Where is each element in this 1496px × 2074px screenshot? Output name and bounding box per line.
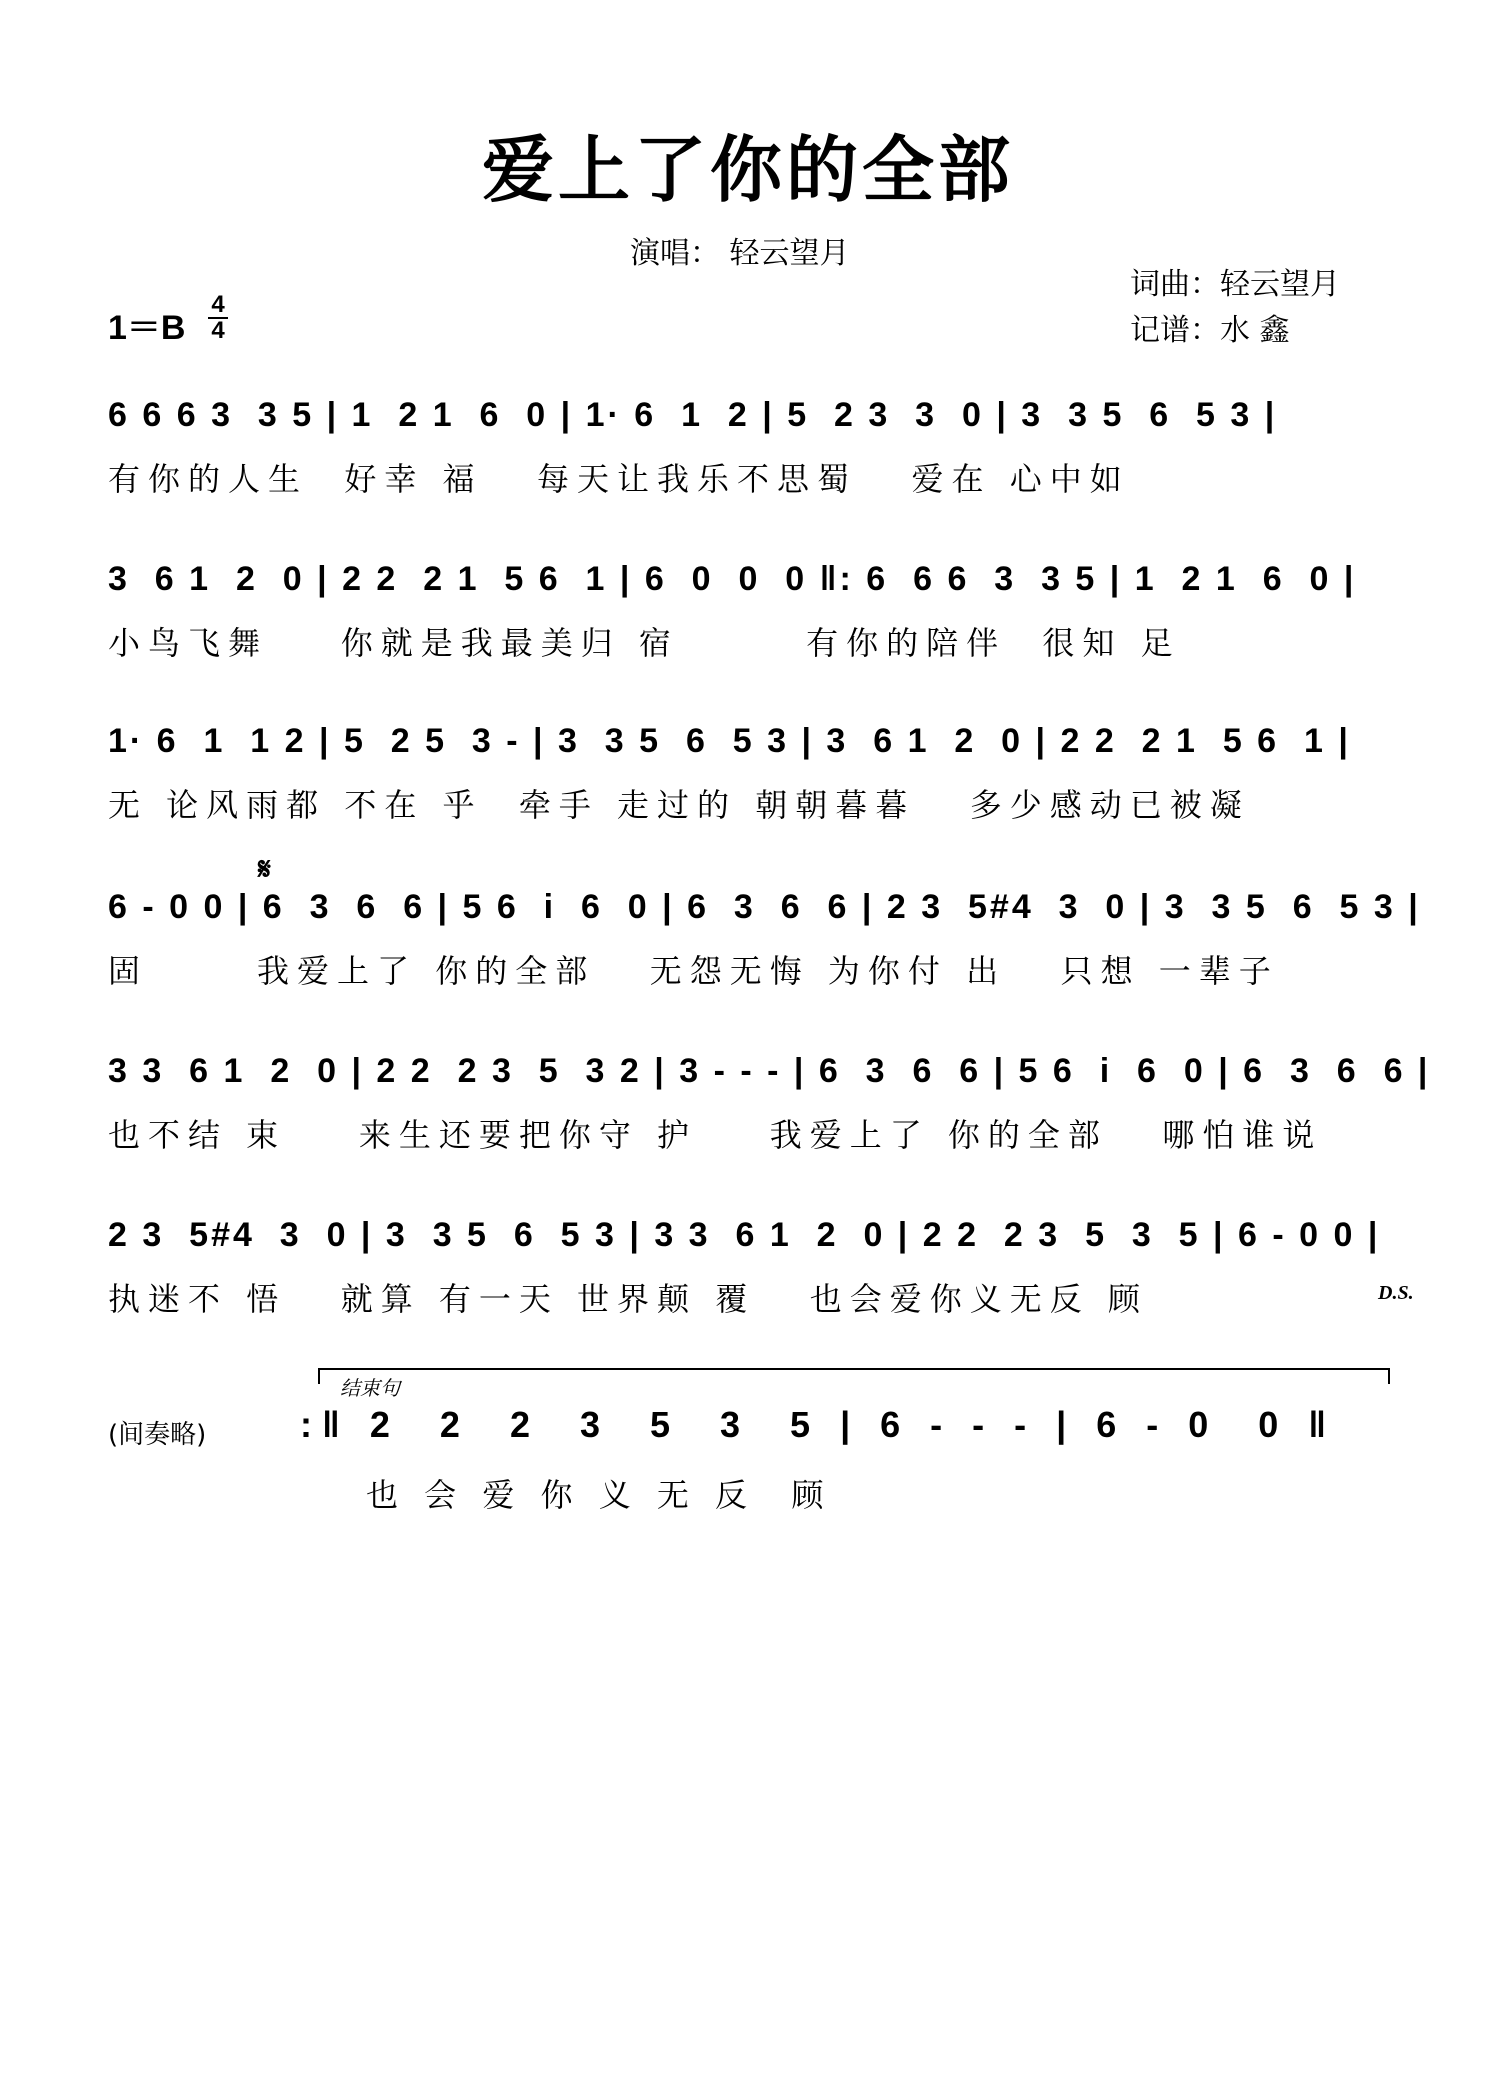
lyrics-line-5: 也不结 束 来生还要把你守 护 我爱上了 你的全部 哪怕谁说 [108, 1116, 1323, 1154]
time-signature-top: 4 [211, 291, 225, 318]
notation-line-4: 6 - 0 0 | 6 3 6 6 | 5 6 i 6 0 | 6 3 6 6 | 2 3 5#4 3 0 | 3 3 5 6 5 3 | [108, 888, 1421, 926]
lyrics-line-2: 小鸟飞舞 你就是我最美归 宿 有你的陪伴 很知 足 [108, 624, 1181, 662]
lyrics-line-6: 执迷不 悟 就算 有一天 世界颠 覆 也会爱你义无反 顾 [108, 1280, 1148, 1318]
interlude-note: (间奏略) [108, 1420, 207, 1450]
ending-label: 结束句 [340, 1376, 400, 1400]
segno-sign: 𝄋 [258, 852, 271, 887]
song-title: 爱上了你的全部 [481, 128, 1014, 212]
notation-line-1: 6 6 6 3 3 5 | 1 2 1 6 0 | 1· 6 1 2 | 5 2 3 3 0 | 3 3 5 6 5 3 | [108, 396, 1278, 434]
ending-notation: :‖ 2 2 2 3 5 3 5 | 6 - - - | 6 - 0 0 ‖ [300, 1404, 1337, 1445]
lyrics-line-4: 固 我爱上了 你的全部 无怨无悔 为你付 出 只想 一辈子 [108, 952, 1279, 990]
time-signature [208, 293, 228, 343]
time-signature-bottom: 4 [211, 317, 225, 344]
key-signature: 1＝B [108, 309, 186, 347]
dal-segno-mark: D.S. [1378, 1282, 1414, 1304]
notation-line-6: 2 3 5#4 3 0 | 3 3 5 6 5 3 | 3 3 6 1 2 0 | 2 2 2 3 5 3 5 | 6 - 0 0 | [108, 1216, 1381, 1254]
notation-line-5: 3 3 6 1 2 0 | 2 2 2 3 5 3 2 | 3 - - - | 6 3 6 6 | 5 6 i 6 0 | 6 3 6 6 | [108, 1052, 1431, 1090]
notation-line-3: 1· 6 1 1 2 | 5 2 5 3 - | 3 3 5 6 5 3 | 3 6 1 2 0 | 2 2 2 1 5 6 1 | [108, 722, 1351, 760]
lyrics-music-credit: 词曲：轻云望月 [1130, 267, 1340, 302]
transcriber-credit: 记谱：水 鑫 [1130, 313, 1290, 348]
lyrics-line-1: 有你的人生 好幸 福 每天让我乐不思蜀 爱在 心中如 [108, 460, 1130, 498]
singer-credit: 演唱： 轻云望月 [630, 236, 850, 271]
lyrics-line-3: 无 论风雨都 不在 乎 牵手 走过的 朝朝暮暮 多少感动已被凝 [108, 786, 1250, 824]
ending-bracket [318, 1368, 1390, 1384]
notation-line-2: 3 6 1 2 0 | 2 2 2 1 5 6 1 | 6 0 0 0 ‖: 6 6 6 3 3 5 | 1 2 1 6 0 | [108, 560, 1357, 598]
credits-block [1130, 262, 1340, 354]
ending-lyrics: 也 会 爱 你 义 无 反 顾 [366, 1476, 832, 1514]
